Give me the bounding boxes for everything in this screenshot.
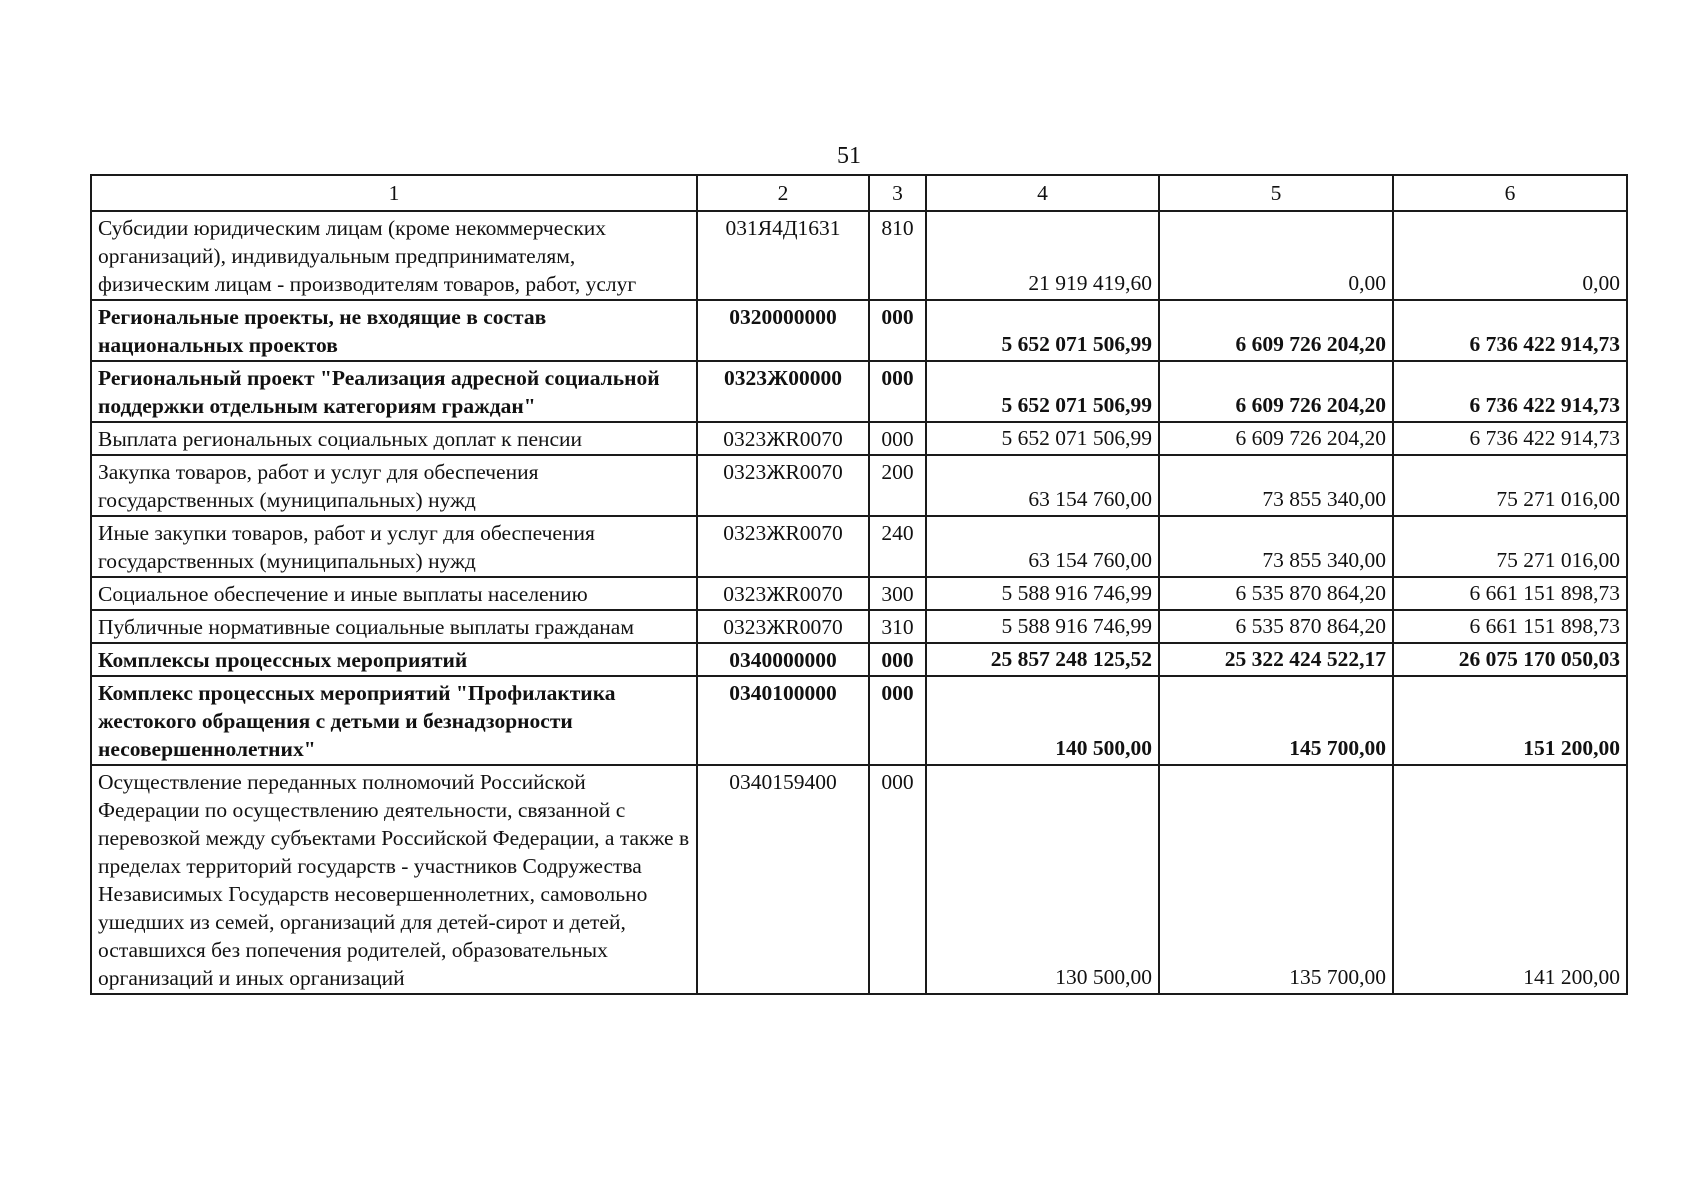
budget-table <box>90 174 1628 995</box>
table-row <box>91 516 1627 577</box>
table-row <box>91 211 1627 300</box>
row-code: 0323ЖR0070 <box>697 455 869 516</box>
row-name: Выплата региональных социальных доплат к пенсии <box>91 422 697 455</box>
row-name: Иные закупки товаров, работ и услуг для обеспечения государственных (муниципальных) нужд <box>91 516 697 577</box>
row-name: Региональный проект "Реализация адресной социальной поддержки отдельным категориям граждан" <box>91 361 697 422</box>
row-amount-3: 75 271 016,00 <box>1393 455 1627 516</box>
row-name: Комплексы процессных мероприятий <box>91 643 697 676</box>
row-name: Осуществление переданных полномочий Российской Федерации по осуществлению деятельности, связанной с перевозкой между субъектами Российской Федерации, а также в пределах территорий государств - участников Содружества Независимых Государств несовершеннолетних, самовольно ушедших из семей, организаций для детей-сирот и детей, оставшихся без попечения родителей, образовательных организаций и иных организаций <box>91 765 697 994</box>
row-code: 0340159400 <box>697 765 869 994</box>
row-code: 0323ЖR0070 <box>697 516 869 577</box>
row-amount-2: 0,00 <box>1159 211 1393 300</box>
row-amount-1: 140 500,00 <box>926 676 1159 765</box>
row-amount-3: 6 661 151 898,73 <box>1393 610 1627 643</box>
row-amount-2: 6 535 870 864,20 <box>1159 577 1393 610</box>
row-amount-3: 6 736 422 914,73 <box>1393 422 1627 455</box>
row-amount-1: 5 588 916 746,99 <box>926 577 1159 610</box>
table-row <box>91 422 1627 455</box>
row-amount-2: 73 855 340,00 <box>1159 516 1393 577</box>
table-row <box>91 765 1627 994</box>
row-code: 0323Ж00000 <box>697 361 869 422</box>
row-amount-3: 6 661 151 898,73 <box>1393 577 1627 610</box>
row-amount-1: 5 652 071 506,99 <box>926 300 1159 361</box>
row-amount-2: 25 322 424 522,17 <box>1159 643 1393 676</box>
row-amount-3: 26 075 170 050,03 <box>1393 643 1627 676</box>
row-code: 0320000000 <box>697 300 869 361</box>
row-kind: 000 <box>869 361 926 422</box>
row-amount-2: 6 609 726 204,20 <box>1159 300 1393 361</box>
row-amount-3: 75 271 016,00 <box>1393 516 1627 577</box>
row-amount-1: 5 652 071 506,99 <box>926 422 1159 455</box>
row-name: Комплекс процессных мероприятий "Профилактика жестокого обращения с детьми и безнадзорности несовершеннолетних" <box>91 676 697 765</box>
row-kind: 310 <box>869 610 926 643</box>
row-amount-3: 151 200,00 <box>1393 676 1627 765</box>
row-amount-3: 0,00 <box>1393 211 1627 300</box>
row-amount-2: 135 700,00 <box>1159 765 1393 994</box>
row-code: 0323ЖR0070 <box>697 577 869 610</box>
row-amount-3: 141 200,00 <box>1393 765 1627 994</box>
row-name: Закупка товаров, работ и услуг для обеспечения государственных (муниципальных) нужд <box>91 455 697 516</box>
row-amount-1: 21 919 419,60 <box>926 211 1159 300</box>
table-row <box>91 361 1627 422</box>
row-name: Субсидии юридическим лицам (кроме некоммерческих организаций), индивидуальным предпринимателям, физическим лицам - производителям товаров, работ, услуг <box>91 211 697 300</box>
row-amount-1: 130 500,00 <box>926 765 1159 994</box>
table-row <box>91 643 1627 676</box>
row-code: 0340000000 <box>697 643 869 676</box>
row-amount-1: 63 154 760,00 <box>926 516 1159 577</box>
column-header-1: 1 <box>91 175 697 211</box>
page-number: 51 <box>837 143 861 169</box>
row-name: Региональные проекты, не входящие в состав национальных проектов <box>91 300 697 361</box>
row-code: 0323ЖR0070 <box>697 610 869 643</box>
column-header-6: 6 <box>1393 175 1627 211</box>
row-amount-3: 6 736 422 914,73 <box>1393 361 1627 422</box>
row-kind: 000 <box>869 676 926 765</box>
row-name: Публичные нормативные социальные выплаты гражданам <box>91 610 697 643</box>
row-amount-1: 25 857 248 125,52 <box>926 643 1159 676</box>
row-amount-2: 6 609 726 204,20 <box>1159 361 1393 422</box>
row-code: 031Я4Д1631 <box>697 211 869 300</box>
row-kind: 200 <box>869 455 926 516</box>
row-amount-2: 145 700,00 <box>1159 676 1393 765</box>
table-row <box>91 455 1627 516</box>
row-amount-2: 73 855 340,00 <box>1159 455 1393 516</box>
column-header-4: 4 <box>926 175 1159 211</box>
column-header-5: 5 <box>1159 175 1393 211</box>
row-amount-1: 5 588 916 746,99 <box>926 610 1159 643</box>
column-header-3: 3 <box>869 175 926 211</box>
table-header-row <box>91 175 1627 211</box>
row-amount-2: 6 609 726 204,20 <box>1159 422 1393 455</box>
table-row <box>91 577 1627 610</box>
table-row <box>91 610 1627 643</box>
row-kind: 000 <box>869 422 926 455</box>
row-kind: 000 <box>869 765 926 994</box>
row-amount-1: 5 652 071 506,99 <box>926 361 1159 422</box>
row-amount-1: 63 154 760,00 <box>926 455 1159 516</box>
row-kind: 000 <box>869 300 926 361</box>
row-name: Социальное обеспечение и иные выплаты населению <box>91 577 697 610</box>
row-code: 0340100000 <box>697 676 869 765</box>
row-kind: 240 <box>869 516 926 577</box>
row-code: 0323ЖR0070 <box>697 422 869 455</box>
row-amount-3: 6 736 422 914,73 <box>1393 300 1627 361</box>
table-row <box>91 300 1627 361</box>
row-kind: 300 <box>869 577 926 610</box>
table-row <box>91 676 1627 765</box>
row-kind: 810 <box>869 211 926 300</box>
row-kind: 000 <box>869 643 926 676</box>
column-header-2: 2 <box>697 175 869 211</box>
row-amount-2: 6 535 870 864,20 <box>1159 610 1393 643</box>
